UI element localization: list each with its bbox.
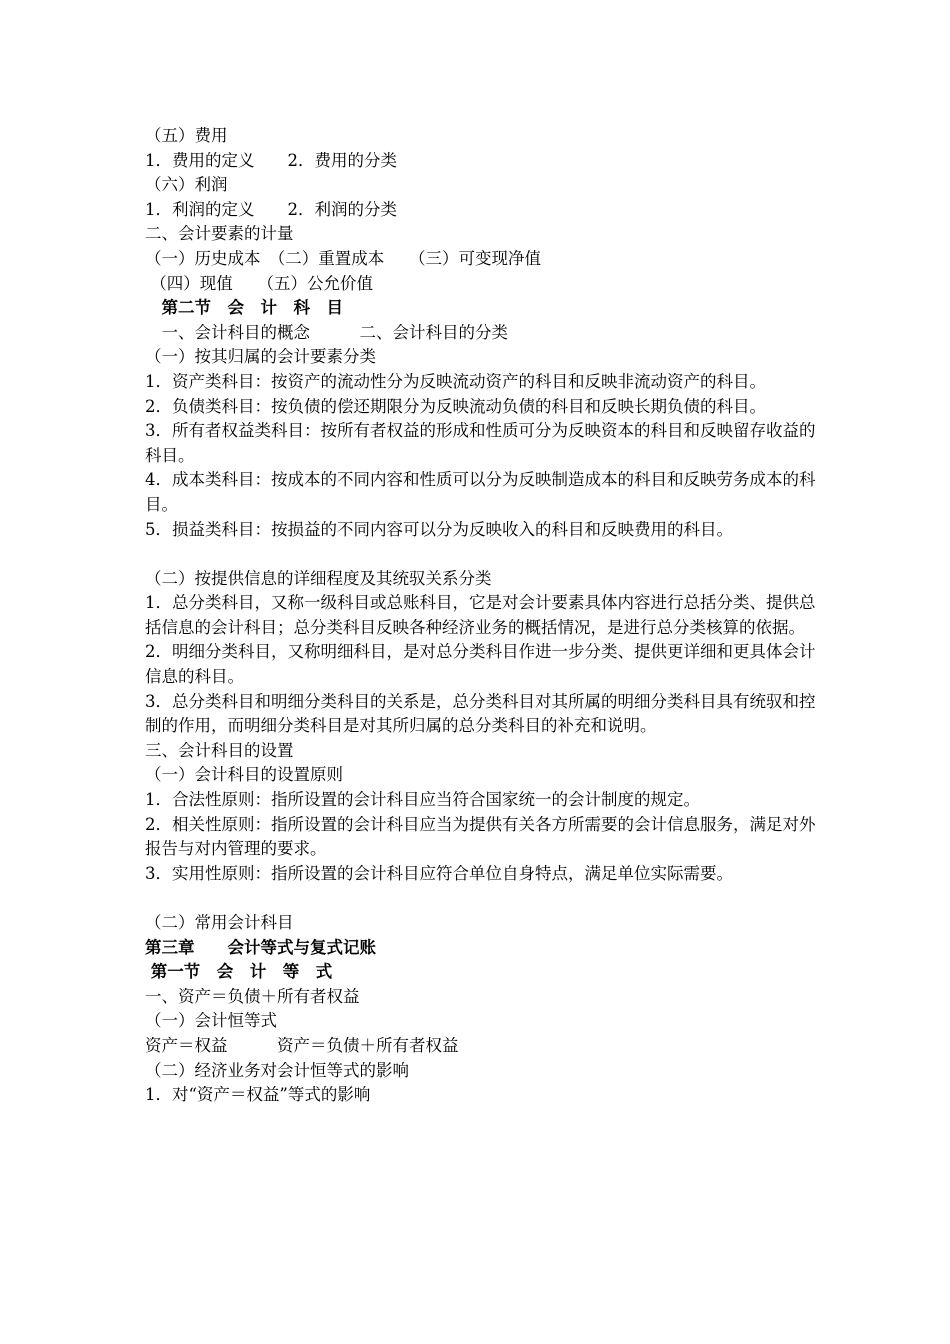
- text-line: 2．明细分类科目，又称明细科目，是对总分类科目作进一步分类、提供更详细和更具体会计信息的科目。: [145, 642, 816, 687]
- text-line: 3．实用性原则：指所设置的会计科目应符合单位自身特点，满足单位实际需要。: [145, 863, 733, 883]
- text-line: （二）常用会计科目: [145, 913, 294, 932]
- text-line: （一）历史成本 （二）重置成本 （三）可变现净值: [145, 248, 541, 268]
- text-line: （一）会计恒等式: [145, 1011, 277, 1031]
- text-line: （五）费用: [145, 126, 228, 145]
- text-line: 1．总分类科目，又称一级科目或总账科目，它是对会计要素具体内容进行总括分类、提供总括信息的会计科目；总分类科目反映各种经济业务的概括情况，是进行总分类核算的依据。: [145, 593, 816, 637]
- text-line: （六）利润: [145, 175, 228, 195]
- text-line: 2．负债类科目：按负债的偿还期限分为反映流动负债的科目和反映长期负债的科目。: [145, 396, 766, 416]
- text-line: 资产＝权益 资产＝负债＋所有者权益: [145, 1035, 459, 1055]
- text-line: 1．利润的定义 2．利润的分类: [145, 199, 397, 219]
- text-line: 二、会计要素的计量: [145, 224, 294, 244]
- text-line: 一、会计科目的概念 二、会计科目的分类: [145, 322, 508, 342]
- blank-line: [145, 542, 825, 567]
- text-line: 4．成本类科目：按成本的不同内容和性质可以分为反映制造成本的科目和反映劳务成本的科目。: [145, 470, 816, 514]
- text-line: （四）现值 （五）公允价值: [145, 273, 373, 293]
- text-line: （一）按其归属的会计要素分类: [145, 347, 376, 367]
- heading-line: 第三章 会计等式与复式记账: [145, 937, 376, 957]
- document-body: [145, 124, 825, 1108]
- text-line: （二）经济业务对会计恒等式的影响: [145, 1060, 409, 1080]
- text-line: 1．费用的定义 2．费用的分类: [145, 150, 397, 170]
- text-line: 3．总分类科目和明细分类科目的关系是，总分类科目对其所属的明细分类科目具有统驭和控制的作用，而明细分类科目是对其所归属的总分类科目的补充和说明。: [145, 691, 816, 736]
- text-line: 5．损益类科目：按损益的不同内容可以分为反映收入的科目和反映费用的科目。: [145, 519, 733, 539]
- text-line: （二）按提供信息的详细程度及其统驭关系分类: [145, 568, 492, 588]
- heading-line: 第二节 会 计 科 目: [145, 298, 343, 318]
- text-line: 一、资产＝负债＋所有者权益: [145, 986, 360, 1006]
- text-line: 1．对“资产＝权益”等式的影响: [145, 1085, 371, 1105]
- text-line: 1．合法性原则：指所设置的会计科目应当符合国家统一的会计制度的规定。: [145, 790, 700, 810]
- text-line: （一）会计科目的设置原则: [145, 765, 343, 785]
- text-line: 2．相关性原则：指所设置的会计科目应当为提供有关各方所需要的会计信息服务，满足对外报告与对内管理的要求。: [145, 814, 816, 859]
- text-line: 1．资产类科目：按资产的流动性分为反映流动资产的科目和反映非流动资产的科目。: [145, 371, 766, 391]
- text-line: 三、会计科目的设置: [145, 740, 294, 760]
- blank-line: [145, 886, 825, 911]
- heading-line: 第一节 会 计 等 式: [145, 962, 333, 982]
- text-line: 3．所有者权益类科目：按所有者权益的形成和性质可分为反映资本的科目和反映留存收益的科目。: [145, 421, 816, 465]
